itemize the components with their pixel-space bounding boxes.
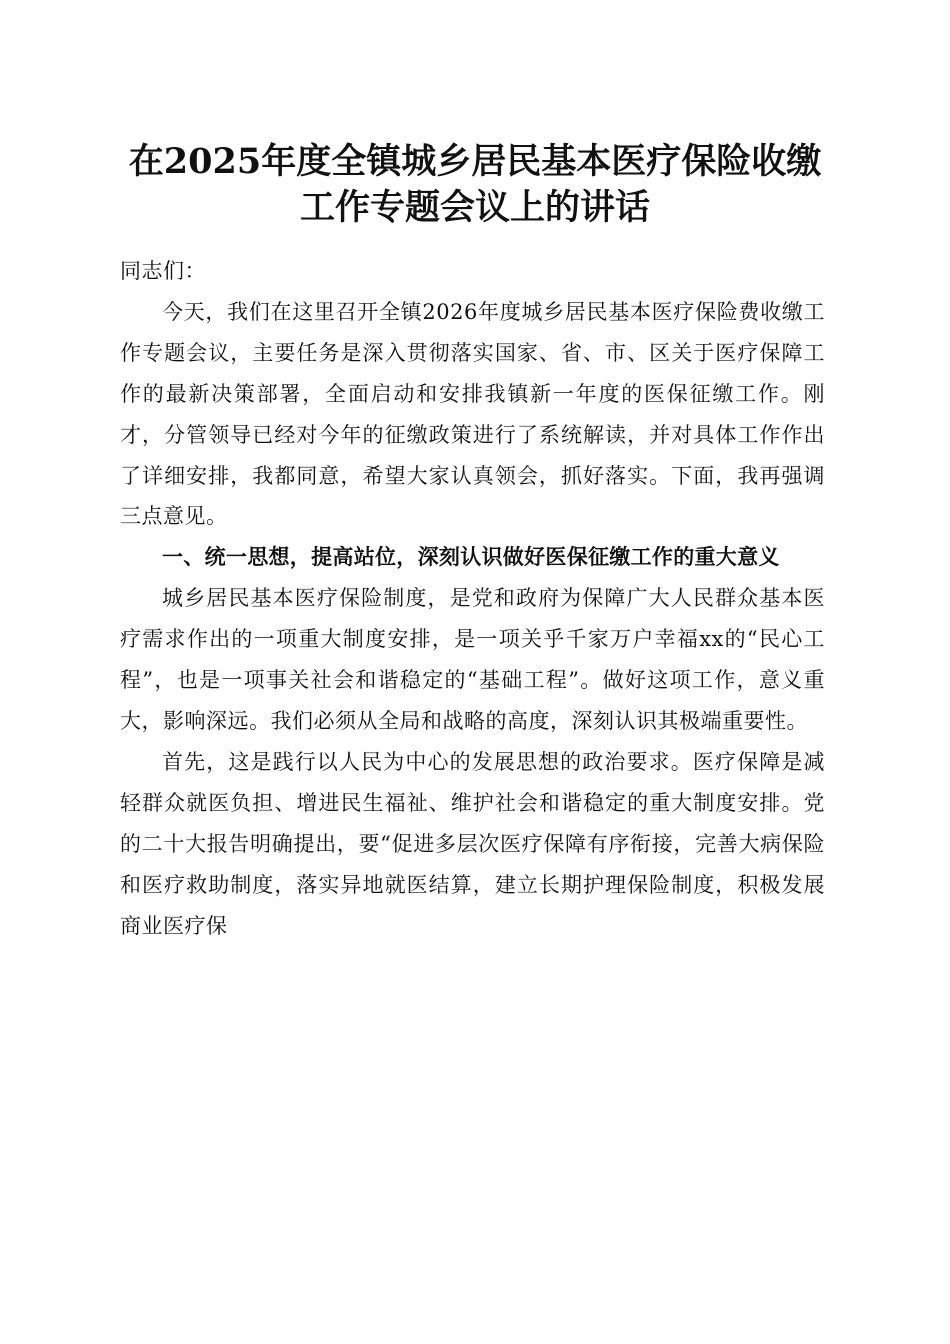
intro-paragraph: 今天，我们在这里召开全镇2026年度城乡居民基本医疗保险费收缴工作专题会议，主要任务是深入贯彻落实国家、省、市、区关于医疗保障工作的最新决策部署，全面启动和安排我镇新一年度的医保征缴工作。刚才，分管领导已经对今年的征缴政策进行了系统解读，并对具体工作作出了详细安排，我都同意，希望大家认真领会，抓好落实。下面，我再强调三点意见。 bbox=[120, 299, 825, 529]
document-body bbox=[120, 251, 825, 946]
section-heading: 一、统一思想，提高站位，深刻认识做好医保征缴工作的重大意义 bbox=[162, 545, 780, 570]
salutation: 同志们： bbox=[120, 259, 206, 283]
section-paragraph: 首先，这是践行以人民为中心的发展思想的政治要求。医疗保障是减轻群众就医负担、增进民生福祉、维护社会和谐稳定的重大制度安排。党的二十大报告明确提出，要“促进多层次医疗保障有序衔接，完善大病保险和医疗救助制度，落实异地就医结算，建立长期护理保险制度，积极发展商业医疗保 bbox=[120, 749, 825, 938]
document-title-line-1: 在2025年度全镇城乡居民基本医疗保险收缴 bbox=[128, 141, 822, 182]
document-title-line-2: 工作专题会议上的讲话 bbox=[299, 187, 650, 228]
section-paragraph: 城乡居民基本医疗保险制度，是党和政府为保障广大人民群众基本医疗需求作出的一项重大制度安排，是一项关乎千家万户幸福xx的“民心工程”，也是一项事关社会和谐稳定的“基础工程”。做好这项工作，意义重大，影响深远。我们必须从全局和战略的高度，深刻认识其极端重要性。 bbox=[120, 586, 825, 733]
